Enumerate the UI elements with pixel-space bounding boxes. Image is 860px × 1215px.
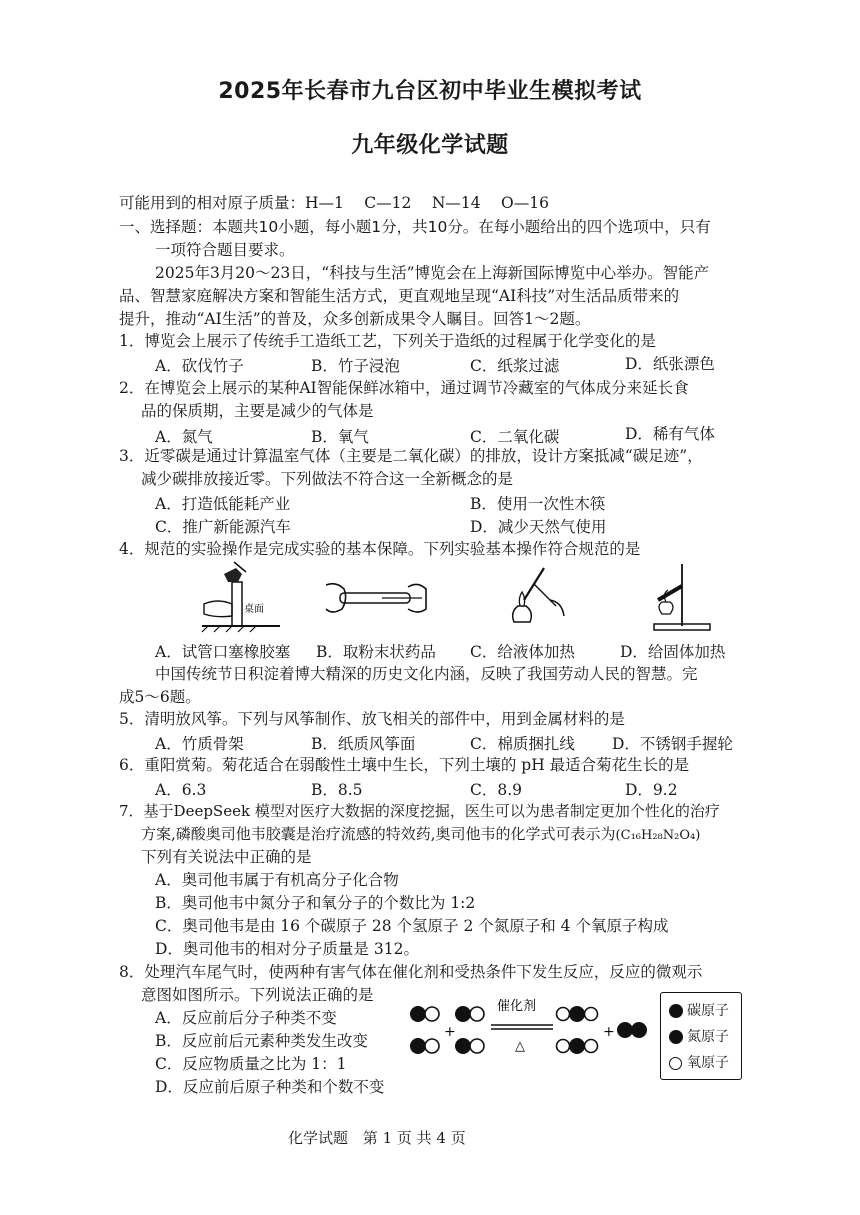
q3-option-d: D．减少天然气使用	[470, 518, 607, 536]
q3-option-c: C．推广新能源汽车	[155, 518, 291, 536]
passage1-line: 2025年3月20～23日，“科技与生活”博览会在上海新国际博览中心举办。智能产	[155, 264, 710, 282]
footer-subject: 化学试题	[288, 1129, 349, 1147]
q8-stem-cont: 意图如图所示。下列说法正确的是	[141, 986, 374, 1004]
q8-option-b: B．反应前后元素种类发生改变	[155, 1032, 368, 1050]
q7-stem-cont2: 下列有关说法中正确的是	[141, 848, 312, 866]
figure-a-stopper-icon	[198, 560, 288, 634]
nitrogen-atom-icon	[669, 1030, 683, 1044]
q5-option-a: A．竹质骨架	[155, 735, 244, 753]
q4-option-b: B．取粉末状药品	[316, 643, 436, 661]
nitrogen-atom-icon	[631, 1022, 647, 1038]
carbon-atom-icon	[569, 1006, 585, 1022]
oxygen-atom-icon	[585, 1040, 598, 1053]
oxygen-atom-icon	[425, 1007, 439, 1021]
q7-stem-text: 方案,磷酸奥司他韦胶囊是治疗流感的特效药,奥司他韦的化学式可表示为	[141, 825, 616, 843]
figure-a-label: 桌面	[244, 604, 264, 615]
q8-option-d: D．反应前后原子种类和个数不变	[155, 1078, 385, 1096]
oxygen-atom-icon	[425, 1039, 439, 1053]
carbon-atom-icon	[410, 1038, 426, 1054]
q2-stem-cont: 品的保质期，主要是减少的气体是	[141, 402, 374, 420]
oxygen-atom-icon	[669, 1057, 682, 1070]
q7-stem: 7．基于DeepSeek 模型对医疗大数据的深度挖掘，医生可以为患者制定更加个性化的治疗	[119, 802, 720, 820]
legend-nitrogen-label: 氮原子	[687, 1029, 729, 1045]
passage1-line: 品、智慧家庭解决方案和智能生活方式，更直观地呈现“AI科技”对生活品质带来的	[119, 287, 680, 305]
q6-option-d: D．9.2	[625, 781, 678, 799]
q6-option-c: C．8.9	[470, 781, 523, 799]
q7-formula: (C₁₆H₂₈N₂O₄)	[615, 828, 701, 843]
figure-c-liquid-heating-icon	[490, 562, 570, 632]
q7-option-c: C．奥司他韦是由 16 个碳原子 28 个氢原子 2 个氮原子和 4 个氧原子构成	[155, 917, 669, 935]
carbon-atom-icon	[669, 1004, 683, 1018]
q5-stem: 5．清明放风筝。下列与风筝制作、放飞相关的部件中，用到金属材料的是	[119, 710, 625, 728]
q1-option-a: A．砍伐竹子	[155, 357, 244, 375]
q1-option-b: B．竹子浸泡	[311, 357, 400, 375]
heat-symbol: △	[515, 1039, 525, 1054]
q3-stem-cont: 减少碳排放接近零。下列做法不符合这一全新概念的是	[141, 470, 514, 488]
q8-option-a: A．反应前后分子种类不变	[155, 1009, 337, 1027]
legend-oxygen	[669, 1052, 729, 1072]
q3-option-b: B．使用一次性木筷	[470, 495, 606, 513]
figure-d-solid-heating-icon	[648, 560, 728, 634]
page-footer	[288, 1127, 476, 1148]
oxygen-atom-icon	[585, 1008, 598, 1021]
reaction-diagram	[405, 994, 660, 1074]
carbon-atom-icon	[410, 1006, 426, 1022]
q5-option-d: D．不锈钢手握轮	[612, 735, 733, 753]
section1-heading-cont: 一项符合题目要求。	[155, 241, 295, 259]
q3-option-a: A．打造低能耗产业	[155, 495, 291, 513]
q3-stem: 3．近零碳是通过计算温室气体（主要是二氧化碳）的排放，设计方案抵减“碳足迹”，	[119, 447, 703, 465]
passage1-line: 提升，推动“AI生活”的普及，众多创新成果令人瞩目。回答1～2题。	[119, 310, 591, 328]
q7-option-a: A．奥司他韦属于有机高分子化合物	[155, 871, 399, 889]
q1-stem: 1．博览会上展示了传统手工造纸工艺，下列关于造纸的过程属于化学变化的是	[119, 332, 656, 350]
nitrogen-atom-icon	[617, 1022, 633, 1038]
carbon-atom-icon	[569, 1038, 585, 1054]
catalyst-label: 催化剂	[497, 999, 537, 1014]
q4-option-c: C．给液体加热	[470, 643, 575, 661]
passage2-line: 中国传统节日积淀着博大精深的历史文化内涵，反映了我国劳动人民的智慧。完	[155, 665, 698, 683]
q5-option-c: C．棉质捆扎线	[470, 735, 575, 753]
exam-subtitle: 九年级化学试题	[351, 133, 509, 158]
q1-option-c: C．纸浆过滤	[470, 357, 560, 375]
q8-stem: 8．处理汽车尾气时，使两种有害气体在催化剂和受热条件下发生反应，反应的微观示	[119, 963, 703, 981]
q4-stem: 4．规范的实验操作是完成实验的基本保障。下列实验基本操作符合规范的是	[119, 540, 641, 558]
plus-sign: +	[603, 1024, 615, 1040]
legend-oxygen-label: 氧原子	[687, 1055, 729, 1071]
oxygen-atom-icon	[557, 1040, 570, 1053]
q8-option-c: C．反应物质量之比为 1：1	[155, 1055, 347, 1073]
nitrogen-atom-icon	[455, 1038, 471, 1054]
q6-option-a: A．6.3	[155, 781, 207, 799]
q7-option-d: D．奥司他韦的相对分子质量是 312。	[155, 940, 419, 958]
legend-carbon-label: 碳原子	[687, 1003, 729, 1019]
q2-option-d: D．稀有气体	[625, 425, 715, 443]
q2-stem: 2．在博览会上展示的某种AI智能保鲜冰箱中，通过调节冷藏室的气体成分来延长食	[119, 379, 689, 397]
q7-stem-cont	[141, 823, 700, 847]
figure-b-powder-icon	[322, 575, 432, 627]
exam-title: 2025年长春市九台区初中毕业生模拟考试	[218, 79, 642, 104]
atomic-masses: 可能用到的相对原子质量：H—1 C—12 N—14 O—16	[119, 194, 549, 212]
q6-option-b: B．8.5	[311, 781, 363, 799]
oxygen-atom-icon	[470, 1007, 484, 1021]
passage2-line: 成5～6题。	[119, 688, 201, 706]
q4-option-a: A．试管口塞橡胶塞	[155, 643, 291, 661]
q6-stem: 6．重阳赏菊。菊花适合在弱酸性土壤中生长，下列土壤的 pH 最适合菊花生长的是	[119, 756, 690, 774]
q1-option-d: D．纸张漂色	[625, 355, 715, 373]
q4-option-d: D．给固体加热	[620, 643, 726, 661]
footer-page-number: 第 1 页 共 4 页	[362, 1129, 466, 1147]
oxygen-atom-icon	[557, 1008, 570, 1021]
legend-nitrogen	[669, 1026, 729, 1046]
q2-option-a: A．氮气	[155, 428, 213, 446]
q2-option-b: B．氧气	[311, 428, 369, 446]
atom-legend	[660, 992, 742, 1080]
q7-option-b: B．奥司他韦中氮分子和氧分子的个数比为 1:2	[155, 894, 476, 912]
nitrogen-atom-icon	[455, 1006, 471, 1022]
legend-carbon	[669, 1000, 729, 1020]
section1-heading: 一、选择题：本题共10小题，每小题1分，共10分。在每小题给出的四个选项中，只有	[119, 218, 711, 236]
q2-option-c: C．二氧化碳	[470, 428, 560, 446]
q5-option-b: B．纸质风筝面	[311, 735, 416, 753]
plus-sign: +	[444, 1024, 456, 1040]
oxygen-atom-icon	[470, 1039, 484, 1053]
